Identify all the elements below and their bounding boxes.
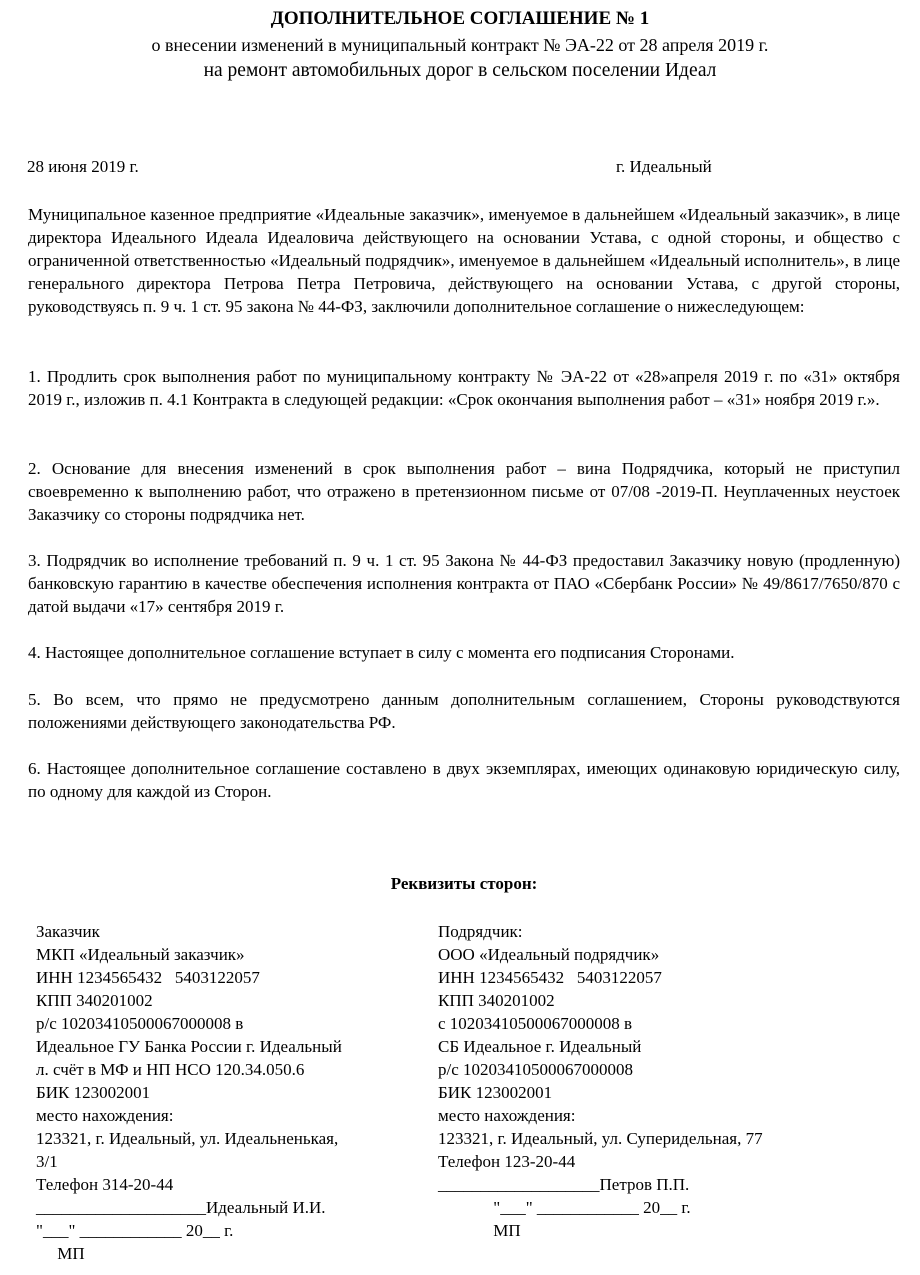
contractor-signature-line: ___________________Петров П.П. [438,1175,690,1194]
customer-label: Заказчик [36,922,100,941]
customer-account: р/с 10203410500067000008 в [36,1014,244,1033]
customer-bank: Идеальное ГУ Банка России г. Идеальный [36,1037,342,1056]
contractor-stamp-label: МП [438,1221,521,1240]
customer-kpp: КПП 340201002 [36,991,153,1010]
customer-location-label: место нахождения: [36,1106,174,1125]
document-subtitle: о внесении изменений в муниципальный контракт № ЭА-22 от 28 апреля 2019 г. [151,35,769,55]
preamble-paragraph: Муниципальное казенное предприятие «Идеальные заказчик», именуемое в дальнейшем «Идеальный заказчик», в лице директора Идеального Идеала Идеаловича действующего на основании Устава, с одной стороны, и общество с ограниченной ответственностью «Идеальный подрядчик», именуемое в дальнейшем «Идеальный исполнитель», в лице генерального директора Петрова Петра Петровича, действующего на основании Устава, с другой стороны, руководствуясь п. 9 ч. 1 ст. 95 закона № 44-ФЗ, заключили дополнительное соглашение о нижеследующем: [28,205,900,316]
customer-stamp-label: МП [36,1244,85,1263]
contractor-address: 123321, г. Идеальный, ул. Суперидельная, 77 [438,1129,763,1148]
customer-personal-account: л. счёт в МФ и НП НСО 120.34.050.6 [36,1060,305,1079]
customer-phone: Телефон 314-20-44 [36,1175,174,1194]
customer-name: МКП «Идеальный заказчик» [36,945,245,964]
contractor-location-label: место нахождения: [438,1106,576,1125]
contractor-account: с 10203410500067000008 в [438,1014,633,1033]
customer-signature-line: ____________________Идеальный И.И. [36,1198,326,1217]
document-place: г. Идеальный [616,157,712,176]
customer-requisites [36,920,342,1265]
clause-6: 6. Настоящее дополнительное соглашение составлено в двух экземплярах, имеющих одинаковую юридическую силу, по одному для каждой из Сторон. [28,759,900,801]
contractor-kpp: КПП 340201002 [438,991,555,1010]
contractor-settlement-account: р/с 10203410500067000008 [438,1060,634,1079]
contractor-date-line: "___" ____________ 20__ г. [438,1198,691,1217]
contractor-label: Подрядчик: [438,922,523,941]
contractor-inn: ИНН 1234565432 5403122057 [438,968,662,987]
contractor-bank: СБ Идеальное г. Идеальный [438,1037,642,1056]
clause-5: 5. Во всем, что прямо не предусмотрено данным дополнительным соглашением, Стороны руководствуются положениями действующего законодательства РФ. [28,690,900,732]
clause-2: 2. Основание для внесения изменений в срок выполнения работ – вина Подрядчика, который не приступил своевременно к выполнению работ, что отражено в претензионном письме от 07/08 -2019-П. Неуплаченных неустоек Заказчику со стороны подрядчика нет. [28,459,900,524]
customer-address: 123321, г. Идеальный, ул. Идеальненькая, [36,1129,339,1148]
contractor-requisites [438,920,763,1242]
clause-1: 1. Продлить срок выполнения работ по муниципальному контракту № ЭА-22 от «28»апреля 2019 г. по «31» октября 2019 г., изложив п. 4.1 Контракта в следующей редакции: «Срок окончания выполнения работ – «31» ноября 2019 г.». [28,367,900,409]
document-date: 28 июня 2019 г. [27,157,139,176]
clause-3: 3. Подрядчик во исполнение требований п. 9 ч. 1 ст. 95 Закона № 44-ФЗ предоставил Заказчику новую (продленную) банковскую гарантию в качестве обеспечения исполнения контракта от ПАО «Сбербанк России» № 49/8617/7650/870 с датой выдачи «17» сентября 2019 г. [28,551,900,616]
customer-address-cont: 3/1 [36,1152,58,1171]
clause-4: 4. Настоящее дополнительное соглашение вступает в силу с момента его подписания Сторонами. [28,643,735,662]
contractor-name: ООО «Идеальный подрядчик» [438,945,660,964]
customer-inn: ИНН 1234565432 5403122057 [36,968,260,987]
requisites-title: Реквизиты сторон: [390,874,538,893]
contractor-bik: БИК 123002001 [438,1083,553,1102]
document-title: ДОПОЛНИТЕЛЬНОЕ СОГЛАШЕНИЕ № 1 [270,8,650,29]
contractor-phone: Телефон 123-20-44 [438,1152,576,1171]
customer-bik: БИК 123002001 [36,1083,151,1102]
customer-date-line: "___" ____________ 20__ г. [36,1221,234,1240]
document-subject: на ремонт автомобильных дорог в сельском поселении Идеал [203,60,717,81]
